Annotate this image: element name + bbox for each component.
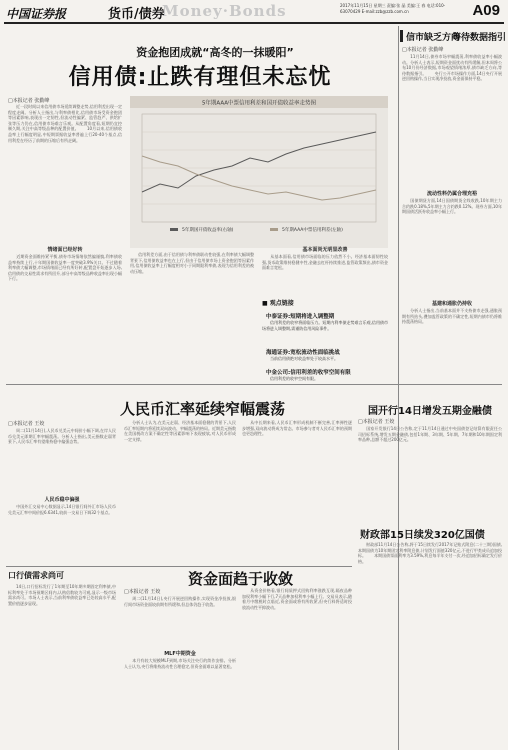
spread-chart-svg <box>130 96 388 248</box>
page-number: A09 <box>472 2 500 19</box>
section-title-en: Money·Bonds <box>162 2 287 20</box>
section-divider <box>6 566 352 567</box>
sidebar-byline: □本报记者 张勤峰 <box>402 47 444 53</box>
chart-title: 5年期AAA中票信用利差和国开债收益率走势图 <box>201 100 317 107</box>
chart-background <box>130 96 388 248</box>
sidebar-body-3: 分析人士指出,当前基本面并不支持债市走强,通胀预期有所抬头,叠加监管政策的不确定性,短期内债市仍将维持震荡格局。 <box>402 308 502 325</box>
sidebar-title-2: 等待数据指引 <box>452 33 507 43</box>
spread-chart <box>130 96 388 248</box>
lead-body-col2: 信用利差方面,由于信用债与利率债联动性较强,在利率债大幅调整背景下,信用债收益率也在上行,但由于信用债市场上资金抱团等因素作用,信用债收益率上行幅度相对小于同期限利率债,表现为信用利差的被动压缩。 <box>130 252 254 274</box>
sidebar-accent-bar <box>400 30 403 42</box>
paper-name: 中国证券报 <box>6 7 67 21</box>
story2-headline: 国开行14日增发五期金融债 <box>368 406 492 417</box>
opinion-item-1: 中泰证券:短期将进入调整期 <box>266 314 335 320</box>
story3-body: 财政部11月14日公告称,将于15日续发行2017年记账式附息(二十三期)国债,本期国债为10年期固定利率附息债,计划发行面值320亿元,不进行甲类成员追加投标。 本期国债票面利率为3.59%,利息每半年支付一次,经追加招标确定发行价格。 <box>358 542 502 564</box>
sidebar-body-2: 国债期货方面,14日国债期货全线收跌,10年期主力合约跌0.18%,5年期主力合约跌0.12%。现券方面,10年期国债活跃券收益率小幅上行。 <box>402 198 502 215</box>
rmb-byline: □本报记者 王姣 <box>8 421 45 427</box>
lead-body-col3: 从基本面看,信用债市场面临的压力依然不小。经济基本面韧性较强,货币政策维持稳健中性,金融去杠杆持续推进,监管政策频出,债市资金面难言宽松。 <box>262 254 388 271</box>
rmb-headline: 人民币汇率延续窄幅震荡 <box>120 400 286 418</box>
sidebar-body-1: 11月14日,债券市场窄幅震荡,利率债收益率小幅波动。分析人士表示,短期资金面扰动有所缓解,但本周将公布10月份经济数据,市场观望情绪浓厚,债市缺乏方向,等待数据指引。 央行公开市场操作方面,14日央行开展逆回购操作,当日实现净投放,资金面保持平稳。 <box>402 54 502 82</box>
lead-subhead-2: 基本面尚无明显改善 <box>302 247 348 253</box>
money-headline: 资金面趋于收敛 <box>188 570 294 588</box>
lead-subhead-1: 情绪面已经好转 <box>47 247 83 253</box>
legend-label-gkd: 5年期国开债收益率(右轴) <box>182 228 234 233</box>
money-body-2: 本月有较大规模MLF到期,市场关注央行的续作安排。分析人士认为,央行将维持流动性合理稳定,但资金面难以显著宽松。 <box>124 658 236 669</box>
rmb-body-1: 周二(11月14日),人民币兑美元中间价小幅下调,在岸人民币兑美元即期汇率窄幅震荡。分析人士指出,美元指数走弱背景下,人民币汇率有望维持稳中偏强态势。 <box>8 428 116 445</box>
masthead-rule <box>4 22 504 24</box>
sidebar-subhead-1: 流动性料仍属合理充裕 <box>426 191 477 197</box>
section-divider <box>6 384 502 385</box>
story2-byline: □本报记者 王姣 <box>358 419 395 425</box>
sidebar-subhead-2: 基建和通胀仍持收 <box>431 301 472 307</box>
section-title: 货币/债券 <box>108 7 165 22</box>
money-byline: □本报记者 王姣 <box>124 589 161 595</box>
rmb-body-2: 中国外汇交易中心数据显示,14日银行间外汇市场人民币兑美元汇率中间价报6.6341,较前一交易日下调32个基点。 <box>8 504 116 515</box>
legend-swatch-spread <box>270 228 278 231</box>
opinion-body-3: 信用利差的收窄空间有限。 <box>262 376 318 381</box>
masthead <box>0 0 508 22</box>
money-subhead: MLF中期资金 <box>164 651 196 657</box>
rmb-body-3: 分析人士认为,在美元走弱、经济基本面稳健的背景下,人民币汇率短期内将延续双向波动、窄幅震荡的格局。近期美元指数在美国税改方案不确定性等因素影响下表现疲软,对人民币形成一定支撑。 <box>124 420 236 442</box>
opinion-box-title: ■ 观点链接 <box>262 300 294 307</box>
rmb-body-4: 从中长期来看,人民币汇率形成机制不断完善,汇率弹性逐步增强,双向波动将成为常态。市场参与者对人民币汇率的预期也更趋理性。 <box>242 420 352 437</box>
lead-headline: 信用债:止跌有理但未忘忧 <box>68 65 332 90</box>
money-body-1: 周二(11月14日),央行开展逆回购操作,实现资金净投放,银行间市场资金面较前期有所缓和,但总体仍趋于收敛。 <box>124 596 236 607</box>
opinion-item-3: 中金公司:信用利差的收窄空间有限 <box>266 370 351 376</box>
opinion-item-2: 海通证券:宽松流动性面临挑战 <box>266 350 340 356</box>
bond-body: 14日,口行招标发行了1年期至10年期多期固定利率债,中标利率处于市场预期区间内,认购倍数较为可观,显示一级市场需求尚可。市场人士表示,当前利率债收益率已处较高水平,配置价值逐步显现。 <box>8 584 116 606</box>
lead-body-col1: 近一段时间以来信用债市场延续调整走势,信用利差出现一定程度走阔。分析人士指出,与利率债相比,信用债市场受资金抱团等因素影响,表现出一定韧性,但流动性偏紧、监管趋严、供给扩张等压力仍在,信用债市场难言乐观。从配置角度看,短期仍宜控制久期,关注中高等级品种的配置价值。 10月以来,信用债收益率上行幅度明显,中短期票据收益率普遍上行20-40个基点,信用利差在经历了前期的压缩后有所走阔。 <box>8 104 122 143</box>
opinion-body-2: 当前信用债绝对收益率处于较高水平。 <box>262 356 338 361</box>
story2-body: 国家开发银行14日公告称,定于11月14日通过中央国债登记结算有限责任公司招标系统,增发五期金融债,包括1年期、3年期、5年期、7年期和10年期固定利率品种,总额不超过200亿元。 <box>358 426 502 443</box>
legend-swatch-gkd <box>170 228 178 231</box>
bond-subhead: 口行债需求尚可 <box>8 571 64 580</box>
sidebar-title-1: 信市缺乏方向 <box>406 33 461 43</box>
money-body-3: 从资金价格看,银行间质押式回购利率涨跌互现,隔夜品种加权利率小幅下行,7天品种加权利率小幅上行。交易员表示,随着月中缴税时点临近,资金面或将有所收紧,但央行料将适时投放流动性平抑波动。 <box>242 588 352 610</box>
issue-meta: 2017年11月15日 星期三 责编:张 晶 美编:王 春 电话:010-63070429 E-mail:zzb@zzb.com.cn <box>340 3 446 14</box>
lead-byline: □本报记者 张勤峰 <box>8 98 50 104</box>
lead-body-col1b: 近期资金面维持紧平衡,债券市场情绪依然偏谨慎,利率债收益率持续上行,十年期国债收益率一度突破3.9%关口。不过随着利率债大幅调整,市场情绪面已经有所好转,配置盘开始逐步入场,信用债的交易性需求有所回升,部分中高等级品种收益率出现小幅下行。 <box>8 254 122 282</box>
rmb-subhead: 人民币稳中偏强 <box>44 497 80 503</box>
opinion-body-1: 信用利差的收窄将面临压力。短期内利率债走势难言乐观,信用债市场将进入调整期,需谨防信用风险事件。 <box>262 320 388 331</box>
story3-headline: 财政部15日续发320亿国债 <box>360 530 485 541</box>
legend-label-spread: 5年期AAA中票信用利差(左轴) <box>282 228 343 233</box>
lead-kicker: 资金抱团成就“高冬的一抹暖阳” <box>136 46 294 59</box>
